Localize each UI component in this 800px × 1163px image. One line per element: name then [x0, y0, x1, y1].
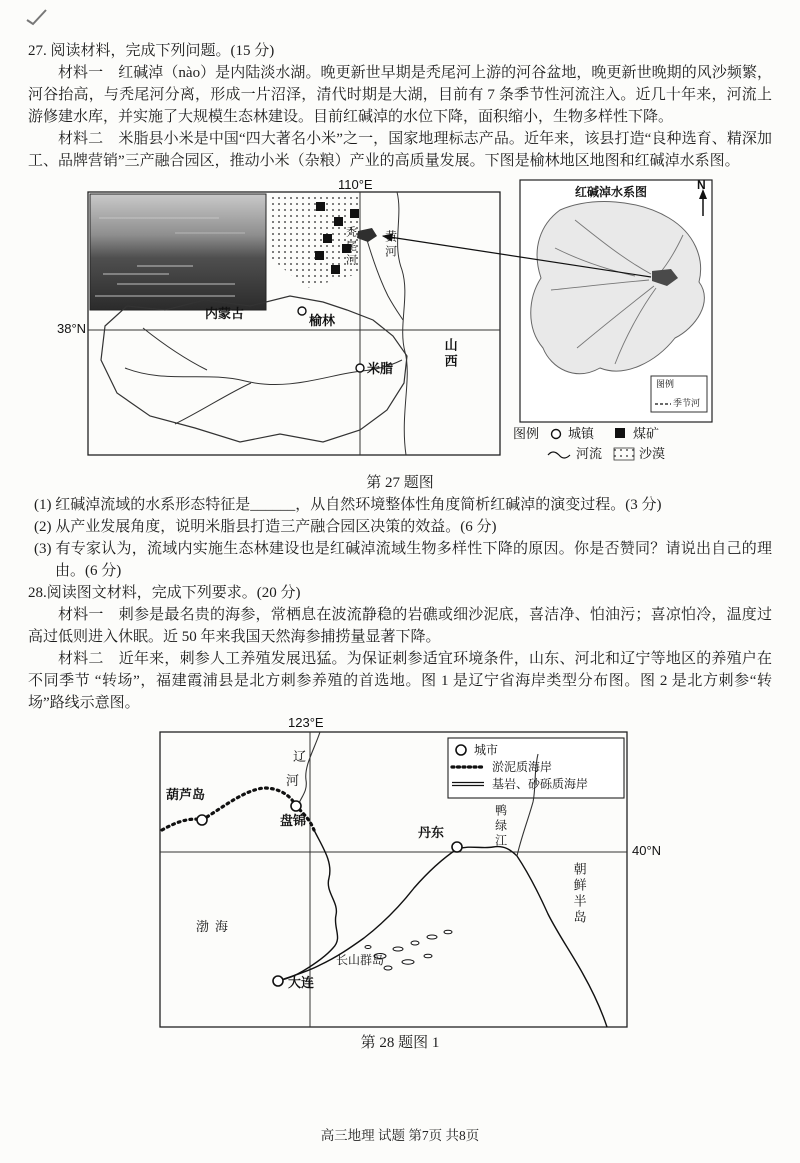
inset-watershed-map: [520, 180, 712, 422]
label-north: N: [697, 178, 706, 192]
label-changshan: 长山群岛: [336, 953, 385, 967]
label-legend-river: 河流: [576, 446, 603, 461]
label-legend-city: 城市: [474, 743, 499, 757]
label-tuweihe: 秃尾河: [344, 226, 357, 268]
rocky-coastline: [278, 830, 607, 1027]
legend-coal-symbol: [615, 428, 625, 438]
city-marker-dandong: [452, 842, 462, 852]
label-bohai: 渤海: [196, 919, 235, 934]
label-huludao: 葫芦岛: [166, 787, 206, 802]
label-legend-coal: 煤矿: [633, 426, 660, 441]
label-legend-desert: 沙漠: [639, 446, 666, 461]
label-110e: 110°E: [338, 177, 373, 192]
label-liao: 辽: [293, 749, 307, 764]
fig27-map-svg: [55, 178, 715, 470]
label-legend-mud: 淤泥质海岸: [492, 760, 553, 774]
city-marker-huludao: [197, 815, 207, 825]
city-marker-dalian: [273, 976, 283, 986]
label-123e: 123°E: [288, 715, 324, 730]
figure-28: [80, 715, 720, 1030]
legend-desert-symbol: [614, 448, 634, 460]
label-38n: 38°N: [57, 321, 87, 336]
label-shanxi: 山西: [442, 338, 458, 370]
label-dandong: 丹东: [418, 825, 445, 840]
q27-material-2: 材料二 米脂县小米是中国“四大著名小米”之一，国家地理标志产品。近年来，该县打造“良种选育、精深加工、品牌营销”三产融合园区，推动小米（杂粮）产业的高质量发展。下图是榆林地区地图和红碱淖水系图。: [28, 131, 772, 169]
city-marker-yulin: [298, 307, 306, 315]
scan-artifact: [24, 6, 50, 28]
label-he: 河: [286, 773, 300, 788]
label-dalian: 大连: [288, 975, 315, 990]
liao-river: [298, 732, 320, 806]
fig28-caption: 第 28 题图 1: [360, 1035, 440, 1051]
q27-heading: 27. 阅读材料，完成下列问题。(15 分): [28, 43, 275, 59]
label-mizhi: 米脂: [367, 361, 394, 376]
page-footer: 高三地理 试题 第7页 共8页: [320, 1128, 480, 1143]
q27-item-1: (1) 红碱淖流域的水系形态特征是______，从自然环境整体性角度简析红碱淖的演变过程。(3 分): [34, 497, 662, 513]
q27-material-1: 材料一 红碱淖（nào）是内陆淡水湖。晚更新世早期是秃尾河上游的河谷盆地，晚更新世晚期的风沙频繁，河谷抬高，与秃尾河分离，形成一片沼泽，清代时期是大湖，目前有 7 条季节性河流注入。近几十年来，河流上游修建水库，并实施了大规模生态林建设。目前红碱淖的水位下降，面积缩小，生物多样性下降。: [28, 65, 772, 125]
label-legend-town: 城镇: [568, 426, 595, 441]
label-inset-legend-title: 图例: [656, 379, 675, 389]
label-40n: 40°N: [632, 843, 662, 858]
lake-photo: [90, 194, 266, 310]
label-huanghe: 黄河: [383, 230, 398, 260]
label-legend-title: 图例: [513, 426, 540, 441]
label-inner-mongolia: 内蒙古: [205, 306, 245, 321]
q28-material-1: 材料一 刺参是最名贵的海参，常栖息在波流静稳的岩礁或细沙泥底，喜洁净、怕油污；喜凉怕冷，温度过高过低则进入休眠。近 50 年来我国天然海参捕捞量显著下降。: [28, 607, 772, 645]
city-marker-panjin: [291, 801, 301, 811]
figure-27: [55, 178, 715, 470]
yellow-river: [397, 192, 407, 455]
label-inset-legend-item: 季节河: [673, 398, 701, 408]
q27-item-3: (3) 有专家认为，流域内实施生态林建设也是红碱淖流域生物多样性下降的原因。你是否赞同？请说出自己的理由。(6 分): [34, 541, 772, 579]
fig28-map-svg: [80, 715, 720, 1030]
city-marker-mizhi: [356, 364, 364, 372]
legend-river-symbol: [548, 452, 570, 458]
q28-material-2: 材料二 近年来，刺参人工养殖发展迅猛。为保证刺参适宜环境条件，山东、河北和辽宁等地区的养殖户在不同季节 “转场”，福建霞浦县是北方刺参养殖的首选地。图 1 是辽宁省海岸类型分布图。图 2 是北方刺参“转场”路线示意图。: [28, 651, 772, 711]
label-korea: 朝鲜半岛: [571, 862, 587, 926]
label-panjin: 盘锦: [280, 813, 307, 828]
q27-item-2: (2) 从产业发展角度，说明米脂县打造三产融合园区决策的效益。(6 分): [34, 519, 497, 535]
label-yulin: 榆林: [309, 313, 336, 328]
label-yalujiang: 鸭绿江: [493, 804, 508, 849]
q28-heading: 28.阅读图文材料，完成下列要求。(20 分): [28, 585, 301, 601]
fig27-caption: 第 27 题图: [366, 475, 434, 491]
legend-city-symbol: [456, 745, 466, 755]
label-legend-rock: 基岩、砂砾质海岸: [492, 777, 589, 791]
label-inset-title: 红碱淖水系图: [575, 185, 648, 199]
legend-town-symbol: [552, 430, 561, 439]
